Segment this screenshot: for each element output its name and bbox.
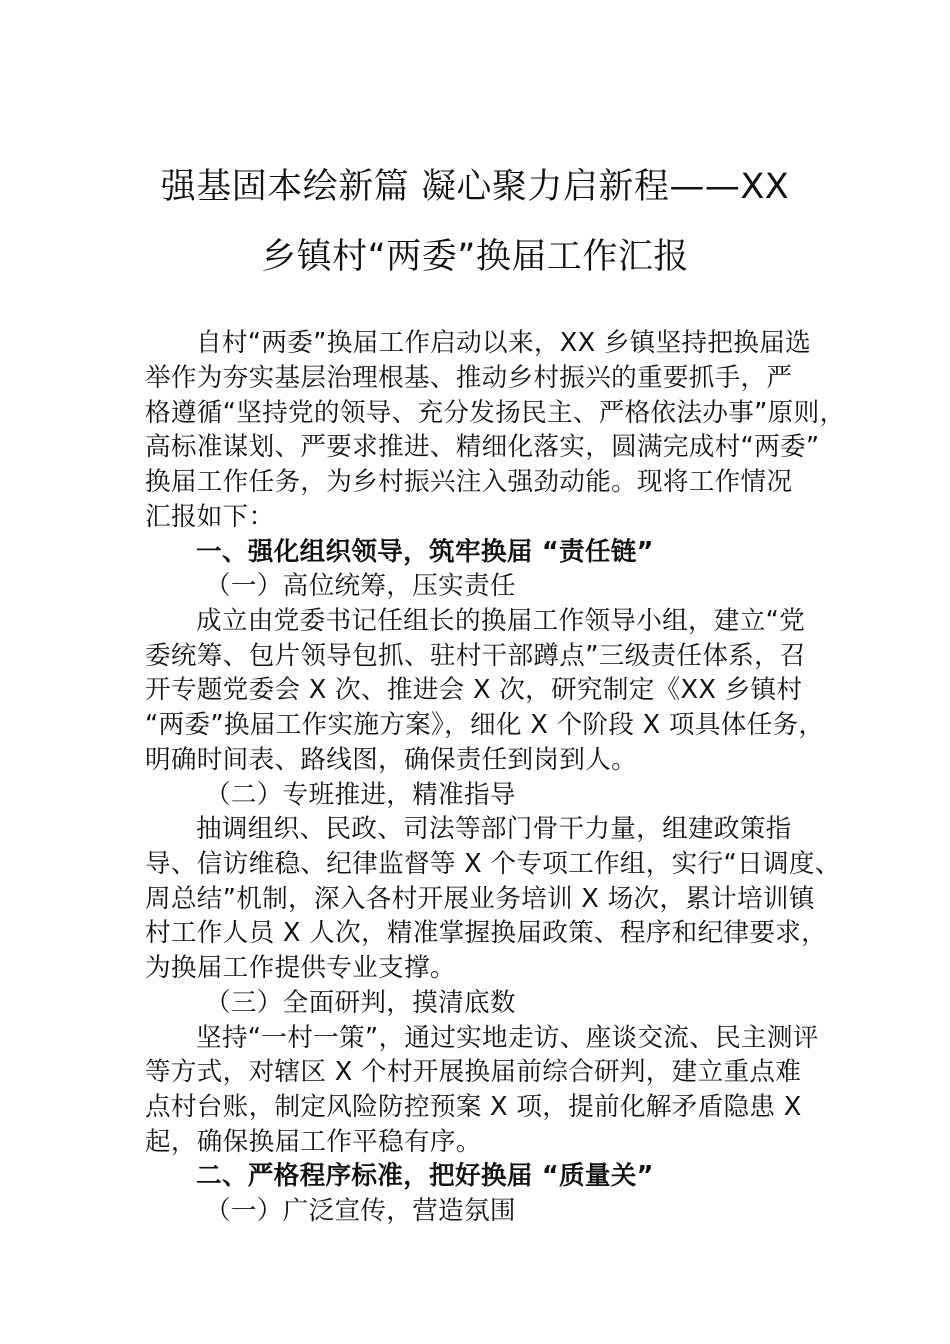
paragraph-line: 等方式，对辖区 X 个村开展换届前综合研判，建立重点难: [145, 1057, 802, 1087]
paragraph-line: 格遵循“坚持党的领导、充分发扬民主、严格依法办事”原则，: [145, 398, 846, 428]
paragraph-line: 导、信访维稳、纪律监督等 X 个专项工作组，实行“日调度、: [145, 849, 841, 879]
paragraph-line: 起，确保换届工作平稳有序。: [145, 1127, 482, 1157]
paragraph-line: 高标准谋划、严要求推进、精细化落实，圆满完成村“两委”: [145, 432, 820, 462]
paragraph-line: 委统筹、包片领导包抓、驻村干部蹲点”三级责任体系，召: [145, 641, 806, 671]
paragraph-line: 村工作人员 X 人次，精准掌握换届政策、程序和纪律要求，: [145, 918, 828, 948]
paragraph-line: 汇报如下：: [145, 502, 275, 532]
subsection-heading: （三）全面研判，摸清底数: [205, 988, 516, 1018]
paragraph-line: 自村“两委”换届工作启动以来，XX 乡镇坚持把换届选: [196, 328, 811, 358]
subsection-heading: （二）专班推进，精准指导: [205, 780, 516, 810]
paragraph-line: 为换届工作提供专业支撑。: [145, 953, 456, 983]
paragraph-line: 抽调组织、民政、司法等部门骨干力量，组建政策指: [196, 814, 792, 844]
paragraph-line: 坚持“一村一策”，通过实地走访、座谈交流、民主测评: [196, 1023, 819, 1053]
paragraph-line: 周总结”机制，深入各村开展业务培训 X 场次，累计培训镇: [145, 884, 815, 914]
document-title-line-2: 乡镇村“两委”换届工作汇报: [261, 237, 689, 277]
subsection-heading: （一）高位统筹，压实责任: [205, 571, 516, 601]
paragraph-line: 点村台账，制定风险防控预案 X 项，提前化解矛盾隐患 X: [145, 1092, 802, 1122]
paragraph-line: 开专题党委会 X 次、推进会 X 次，研究制定《XX 乡镇村: [145, 675, 803, 705]
section-heading: 二、严格程序标准，把好换届 “质量关”: [196, 1161, 654, 1191]
paragraph-line: “两委”换届工作实施方案》，细化 X 个阶段 X 项具体任务，: [145, 710, 825, 740]
subsection-heading: （一）广泛宣传，营造氛围: [205, 1196, 516, 1226]
paragraph-line: 举作为夯实基层治理根基、推动乡村振兴的重要抓手，严: [145, 363, 793, 393]
paragraph-line: 明确时间表、路线图，确保责任到岗到人。: [145, 745, 637, 775]
paragraph-line: 成立由党委书记任组长的换届工作领导小组，建立“党: [196, 606, 806, 636]
paragraph-line: 换届工作任务，为乡村振兴注入强劲动能。现将工作情况: [145, 467, 793, 497]
document-title-line-1: 强基固本绘新篇 凝心聚力启新程——XX: [160, 167, 790, 207]
section-heading: 一、强化组织领导，筑牢换届 “责任链”: [196, 537, 654, 567]
